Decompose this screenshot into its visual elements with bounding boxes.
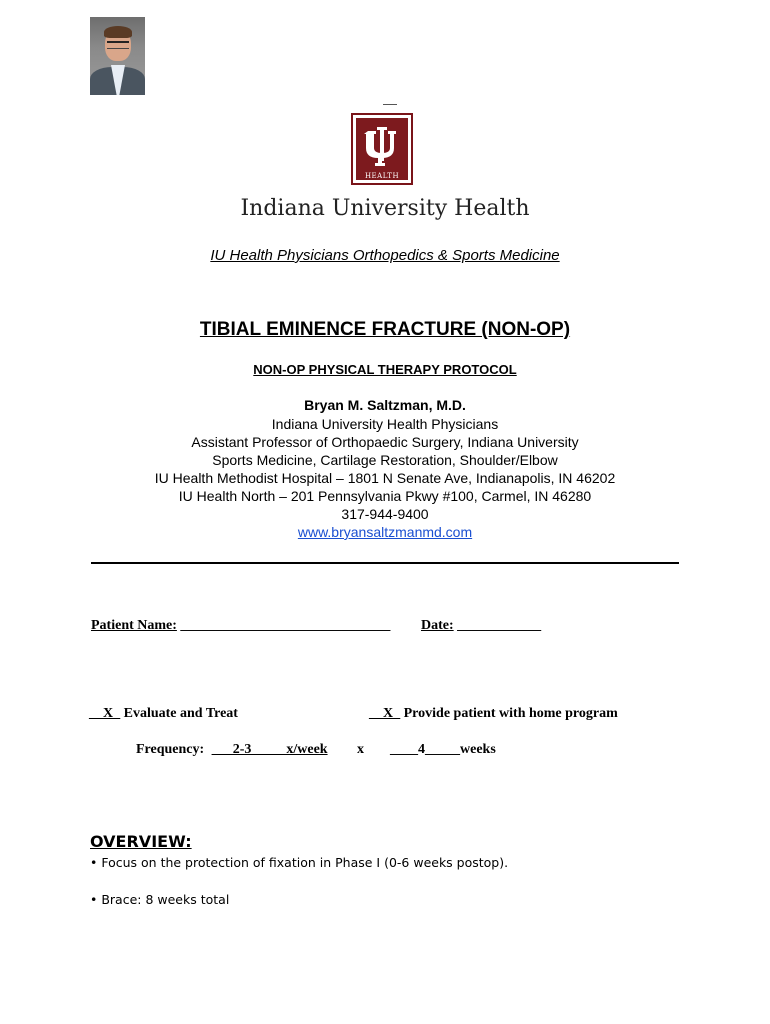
physician-photo bbox=[90, 17, 145, 95]
physician-name: Bryan M. Saltzman, M.D. bbox=[304, 397, 466, 413]
iu-health-logo bbox=[351, 113, 413, 185]
header-divider bbox=[91, 562, 679, 564]
physician-specialty: Sports Medicine, Cartilage Restoration, Shoulder/Elbow bbox=[212, 452, 558, 468]
address-north: IU Health North – 201 Pennsylvania Pkwy #100, Carmel, IN 46280 bbox=[178, 488, 592, 504]
overview-bullet-protection: • Focus on the protection of fixation in Phase I (0-6 weeks postop). bbox=[90, 855, 509, 870]
phone-number: 317-944-9400 bbox=[341, 506, 429, 522]
website-link-row bbox=[0, 524, 770, 540]
overview-heading: OVERVIEW: bbox=[90, 832, 192, 851]
evaluate-row bbox=[89, 706, 238, 722]
evaluate-label: Evaluate and Treat bbox=[123, 706, 238, 721]
home-program-checkmark[interactable]: __X_ bbox=[369, 706, 401, 721]
patient-name-row bbox=[91, 618, 390, 634]
date-row bbox=[421, 618, 541, 634]
evaluate-checkmark[interactable]: __X_ bbox=[89, 706, 121, 721]
frequency-times: x bbox=[357, 742, 364, 757]
frequency-row bbox=[136, 742, 328, 758]
department-heading: IU Health Physicians Orthopedics & Sports Medicine bbox=[210, 247, 560, 264]
logo-health-text: HEALTH bbox=[364, 172, 400, 180]
address-methodist: IU Health Methodist Hospital – 1801 N Senate Ave, Indianapolis, IN 46202 bbox=[154, 470, 616, 486]
document-subtitle: NON-OP PHYSICAL THERAPY PROTOCOL bbox=[253, 362, 517, 377]
date-label: Date: bbox=[421, 618, 454, 633]
brand-name: Indiana University Health bbox=[240, 196, 530, 221]
home-program-label: Provide patient with home program bbox=[403, 706, 618, 721]
website-link[interactable]: www.bryansaltzmanmd.com bbox=[297, 524, 473, 540]
frequency-label: Frequency: bbox=[136, 742, 205, 757]
patient-name-label: Patient Name: bbox=[91, 618, 177, 633]
frequency-field[interactable]: ___2-3_____x/week bbox=[211, 742, 328, 757]
header-tick-mark bbox=[383, 104, 397, 105]
weeks-field[interactable]: ____4_____weeks bbox=[390, 742, 496, 757]
overview-bullet-brace: • Brace: 8 weeks total bbox=[90, 892, 230, 907]
physician-title: Assistant Professor of Orthopaedic Surgery, Indiana University bbox=[191, 434, 579, 450]
home-program-row bbox=[369, 706, 618, 722]
date-field[interactable]: ____________ bbox=[457, 618, 542, 633]
document-title: TIBIAL EMINENCE FRACTURE (NON-OP) bbox=[199, 319, 571, 340]
patient-name-field[interactable]: ______________________________ bbox=[180, 618, 391, 633]
physician-affiliation: Indiana University Health Physicians bbox=[271, 416, 499, 432]
